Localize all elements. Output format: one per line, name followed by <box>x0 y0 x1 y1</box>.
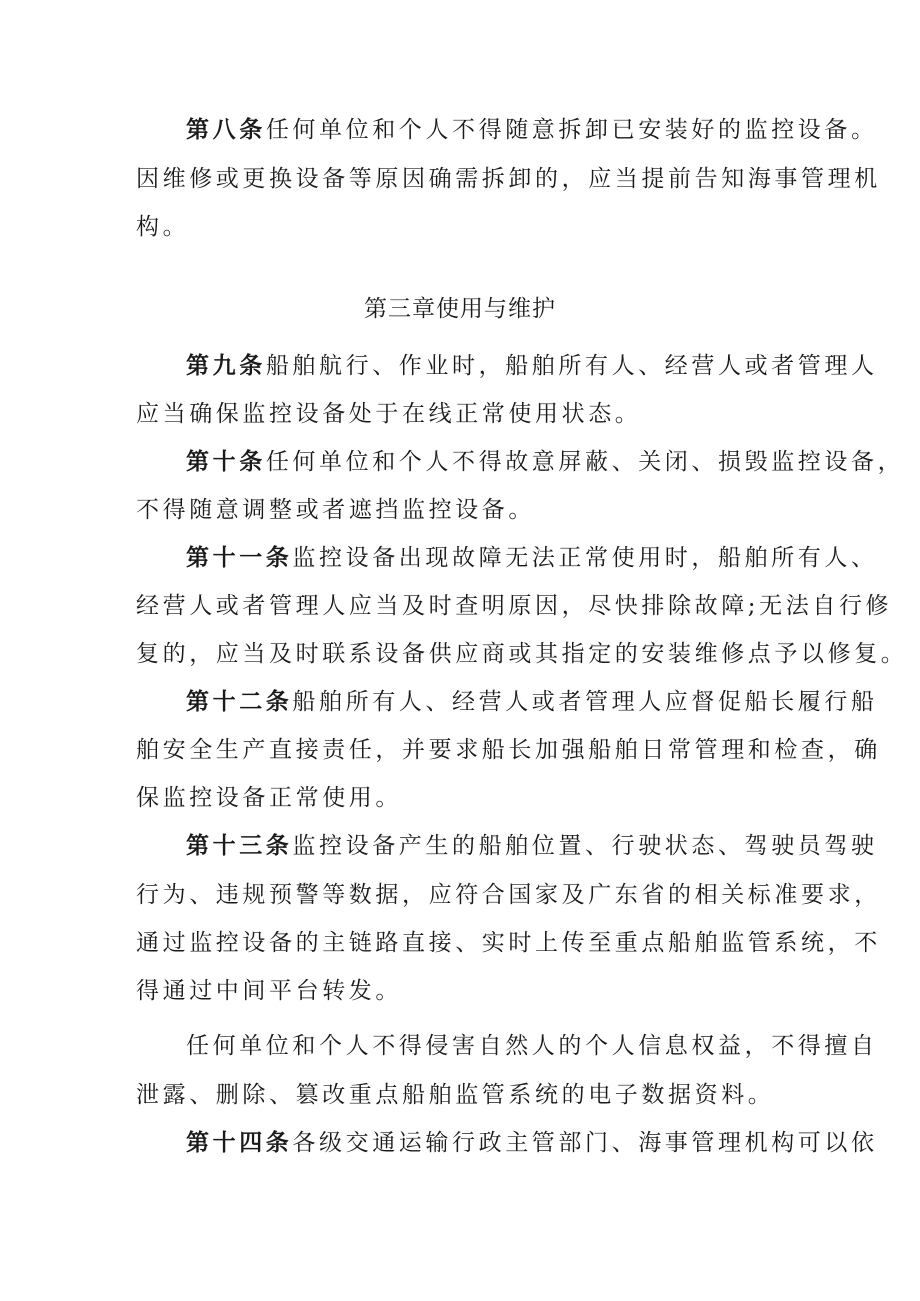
article-text: 任何单位和个人不得故意屏蔽、关闭、损毁监控设备， <box>265 449 905 475</box>
paragraph-line: 应当确保监控设备处于在线正常使用状态。 <box>136 401 642 427</box>
article-text: 船舶所有人、经营人或者管理人应督促船长履行船 <box>292 689 878 715</box>
article-text: 各级交通运输行政主管部门、海事管理机构可以依 <box>292 1130 878 1156</box>
article-number: 第十条 <box>186 448 266 475</box>
paragraph-line: 通过监控设备的主链路直接、实时上传至重点船舶监管系统，不 <box>136 930 881 956</box>
paragraph-line <box>186 538 878 578</box>
paragraph-line: 泄露、删除、篡改重点船舶监管系统的电子数据资料。 <box>136 1082 775 1108</box>
paragraph-line <box>186 1123 878 1163</box>
article-text: 监控设备出现故障无法正常使用时，船舶所有人、 <box>292 545 878 571</box>
paragraph-line: 舶安全生产直接责任，并要求船长加强船舶日常管理和检查，确 <box>136 737 881 763</box>
paragraph-line: 因维修或更换设备等原因确需拆卸的，应当提前告知海事管理机 <box>136 166 881 192</box>
paragraph-line: 任何单位和个人不得侵害自然人的个人信息权益，不得擅自 <box>186 1033 878 1059</box>
article-number: 第十二条 <box>186 688 293 715</box>
article-number: 第八条 <box>186 116 266 143</box>
paragraph-line: 构。 <box>136 214 190 240</box>
paragraph-line <box>186 442 904 482</box>
paragraph-line <box>186 682 878 722</box>
article-number: 第十一条 <box>186 544 293 571</box>
article-text: 船舶航行、作业时，船舶所有人、经营人或者管理人 <box>265 353 878 379</box>
paragraph-line: 得通过中间平台转发。 <box>136 978 402 1004</box>
paragraph-line: 经营人或者管理人应当及时查明原因，尽快排除故障;无法自行修 <box>136 593 893 619</box>
article-number: 第十三条 <box>186 832 293 859</box>
article-text: 监控设备产生的船舶位置、行驶状态、驾驶员驾驶 <box>292 833 878 859</box>
article-number: 第九条 <box>186 352 266 379</box>
paragraph-line: 复的，应当及时联系设备供应商或其指定的安装维修点予以修复。 <box>136 641 908 667</box>
paragraph-line <box>186 110 878 150</box>
paragraph-line <box>186 826 878 866</box>
article-number: 第十四条 <box>186 1129 293 1156</box>
article-text: 任何单位和个人不得随意拆卸已安装好的监控设备。 <box>265 117 878 143</box>
paragraph-line: 保监控设备正常使用。 <box>136 785 402 811</box>
paragraph-line <box>186 346 878 386</box>
paragraph-line: 不得随意调整或者遮挡监控设备。 <box>136 497 535 523</box>
paragraph-line: 行为、违规预警等数据，应符合国家及广东省的相关标准要求， <box>136 882 881 908</box>
chapter-heading: 第三章使用与维护 <box>364 296 556 322</box>
